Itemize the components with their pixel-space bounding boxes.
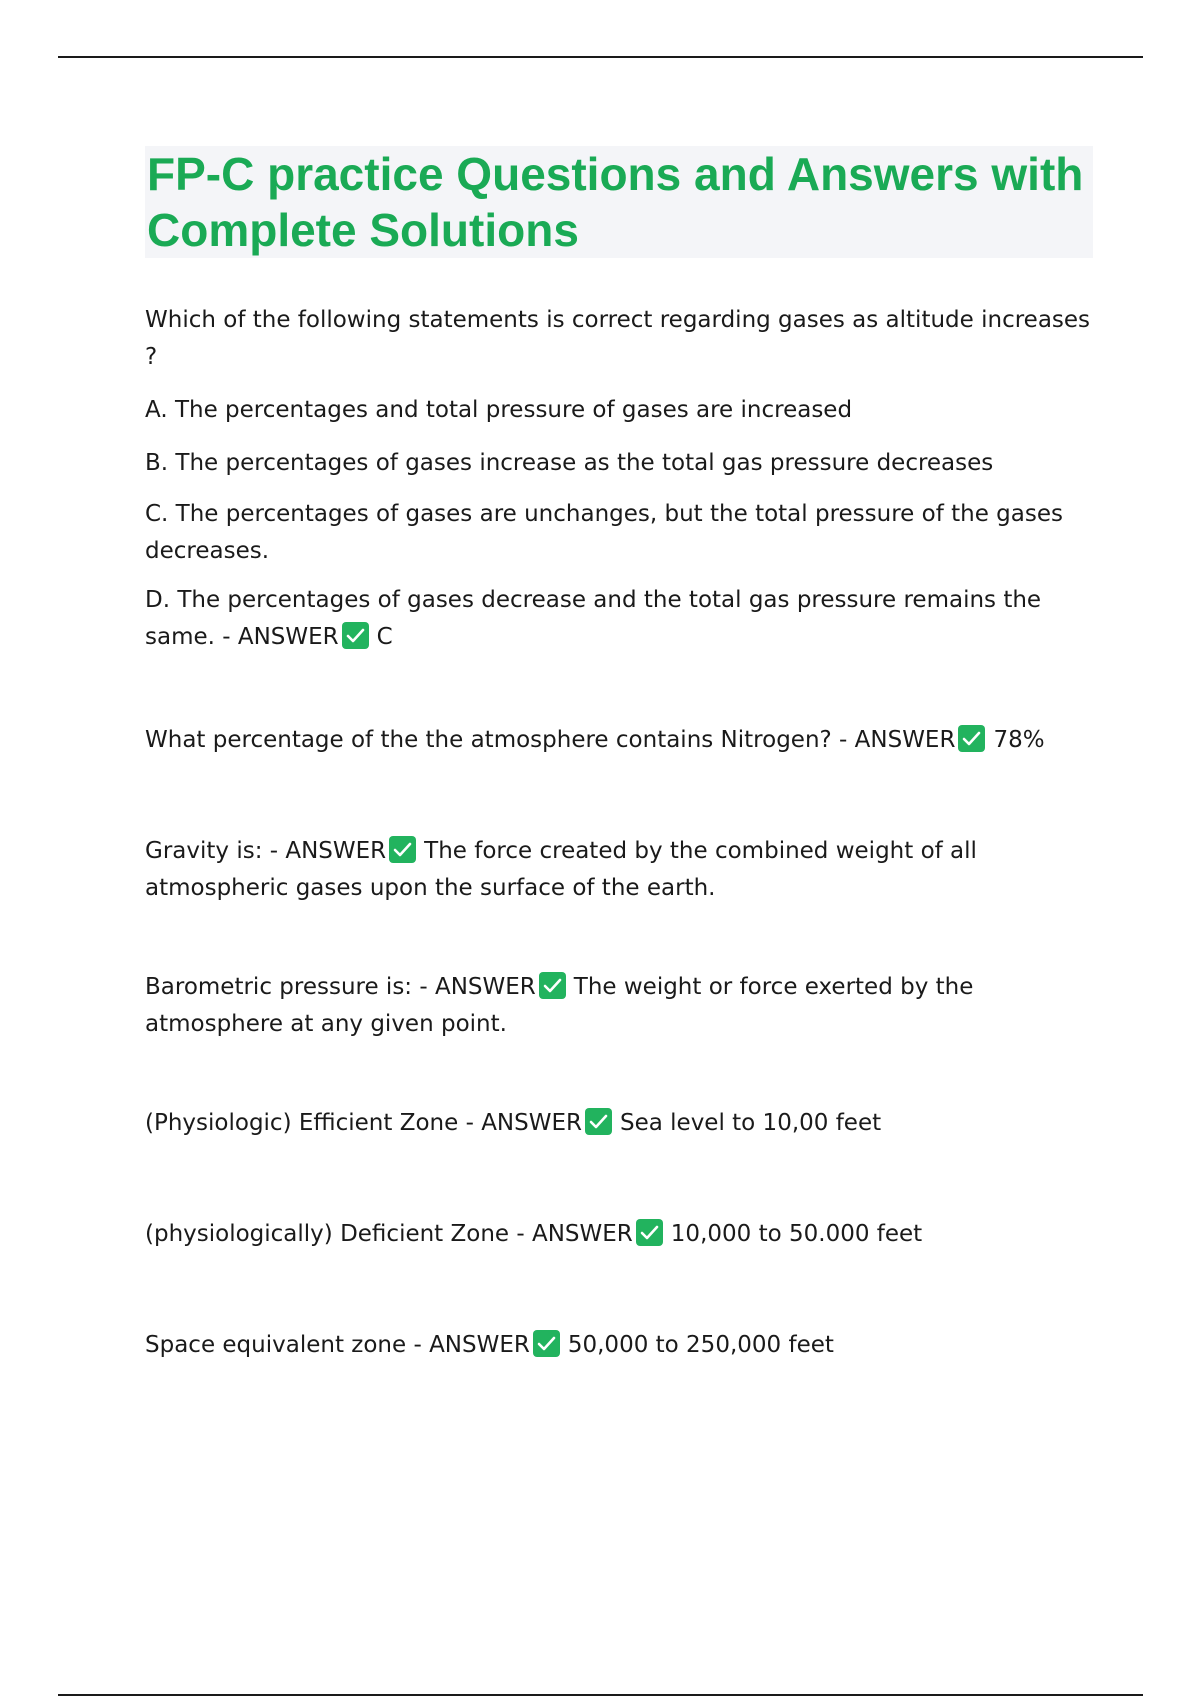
check-box-icon (389, 836, 416, 863)
check-box-icon (533, 1330, 560, 1357)
qa-answer: 50,000 to 250,000 feet (567, 1332, 834, 1358)
qa-question: Gravity is: - ANSWER (145, 838, 387, 864)
check-box-icon (342, 622, 369, 649)
qa-answer: The weight or force exerted by the atmosphere at any given point. (145, 974, 974, 1037)
question-prompt: Which of the following statements is correct regarding gases as altitude increases ? (145, 307, 1091, 370)
qa-question: What percentage of the the atmosphere contains Nitrogen? - ANSWER (145, 727, 956, 753)
qa-answer: The force created by the combined weight of all atmospheric gases upon the surface of the earth. (145, 838, 977, 901)
check-box-icon (585, 1108, 612, 1135)
qa-list (145, 722, 1093, 1364)
qa-question: Space equivalent zone - ANSWER (145, 1332, 530, 1358)
page-content (145, 146, 1093, 1364)
qa-answer: 10,000 to 50.000 feet (670, 1221, 923, 1247)
question-block (145, 302, 1093, 656)
option-c: C. The percentages of gases are unchanges, but the total pressure of the gases decreases. (145, 501, 1063, 564)
option-a: A. The percentages and total pressure of gases are increased (145, 397, 853, 423)
option-d (145, 582, 1093, 656)
title-box (145, 146, 1093, 258)
qa-item (145, 1216, 1093, 1253)
qa-answer: Sea level to 10,00 feet (620, 1110, 882, 1136)
bottom-rule (58, 1694, 1143, 1696)
qa-item (145, 969, 1093, 1043)
check-box-icon (636, 1219, 663, 1246)
qa-item (145, 1105, 1093, 1142)
option-d-text: D. The percentages of gases decrease and the total gas pressure remains the same. - ANSWER (145, 587, 1042, 650)
qa-item (145, 1327, 1093, 1364)
check-box-icon (958, 725, 985, 752)
qa-answer: 78% (993, 727, 1045, 753)
qa-item (145, 833, 1093, 907)
top-rule (58, 56, 1143, 58)
page-title: FP-C practice Questions and Answers with Complete Solutions (147, 148, 1084, 256)
qa-question: (Physiologic) Efficient Zone - ANSWER (145, 1110, 582, 1136)
answer-text: C (376, 624, 393, 650)
check-box-icon (539, 972, 566, 999)
qa-item (145, 722, 1093, 759)
qa-question: Barometric pressure is: - ANSWER (145, 974, 536, 1000)
qa-question: (physiologically) Deficient Zone - ANSWER (145, 1221, 633, 1247)
option-b: B. The percentages of gases increase as the total gas pressure decreases (145, 450, 994, 476)
